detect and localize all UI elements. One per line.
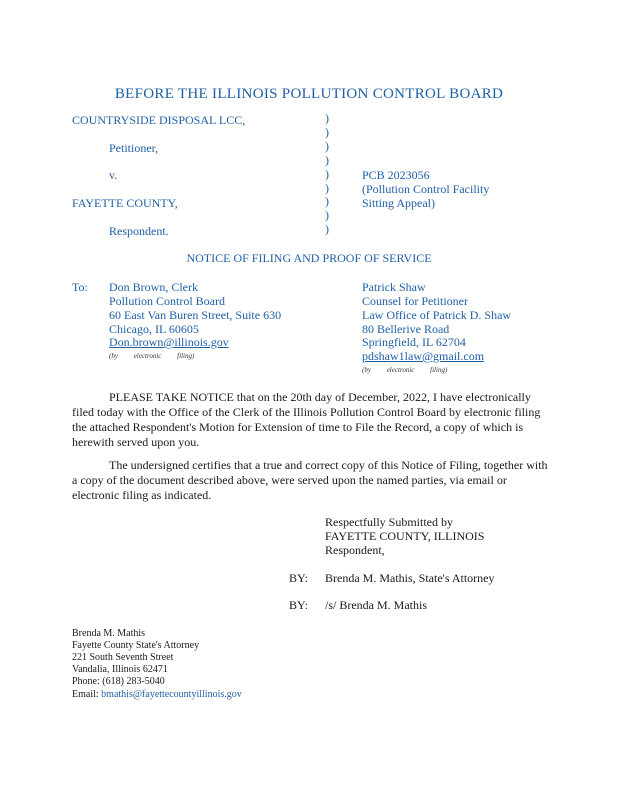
by-label: BY: (289, 571, 308, 585)
footer-name: Brenda M. Mathis (72, 628, 146, 639)
recipient-left-name: Don Brown, Clerk (109, 280, 198, 294)
paren: ) (325, 138, 329, 153)
recipient-right-email-link[interactable]: pdshaw1law@gmail.com (362, 349, 485, 363)
paren: ) (325, 222, 329, 237)
paren: ) (325, 208, 329, 223)
recipient-left-org: Pollution Control Board (109, 294, 226, 308)
recipient-right-title: Counsel for Petitioner (362, 294, 468, 308)
recipient-right-city: Springfield, IL 62704 (362, 335, 466, 349)
paren: ) (325, 180, 329, 195)
recipient-right-name: Patrick Shaw (362, 280, 426, 294)
electronic-signature: /s/ Brenda M. Mathis (325, 598, 427, 612)
footer-city: Vandalia, Illinois 62471 (72, 664, 168, 675)
signatory-name: Brenda M. Mathis, State's Attorney (325, 571, 495, 585)
recipient-right-method: (by electronic filing) (362, 366, 448, 374)
recipient-left-city: Chicago, IL 60605 (109, 322, 199, 336)
by-label: BY: (289, 598, 308, 612)
case-type-line-1: (Pollution Control Facility (362, 182, 490, 196)
paren: ) (325, 111, 329, 125)
footer-phone: Phone: (618) 283-5040 (72, 676, 165, 687)
footer-email-link[interactable]: bmathis@fayettecountyillinois.gov (101, 689, 242, 700)
certification-paragraph: The undersigned certifies that a true and correct copy of this Notice of Filing, together with a copy of the document described above, were served upon the named parties, via email or electronic filing as indicated. (72, 458, 548, 502)
to-label: To: (72, 280, 88, 294)
footer-email-label: Email: (72, 689, 99, 700)
case-number: PCB 2023056 (362, 168, 430, 182)
recipient-left-street: 60 East Van Buren Street, Suite 630 (109, 308, 282, 322)
petitioner-role: Petitioner, (109, 141, 159, 155)
respondent-role: Respondent. (109, 224, 169, 238)
footer-title: Fayette County State's Attorney (72, 640, 200, 651)
signature-line-3: Respondent, (325, 543, 385, 557)
recipient-right-street: 80 Bellerive Road (362, 322, 450, 336)
signature-line-1: Respectfully Submitted by (325, 515, 453, 529)
versus-label: v. (109, 168, 118, 182)
petitioner-name: COUNTRYSIDE DISPOSAL LCC, (72, 113, 246, 127)
footer-email-row (72, 689, 242, 701)
recipient-left-email-link[interactable]: Don.brown@illinois.gov (109, 335, 229, 349)
recipient-right-org: Law Office of Patrick D. Shaw (362, 308, 512, 322)
signature-line-2: FAYETTE COUNTY, ILLINOIS (325, 529, 485, 543)
document-heading: BEFORE THE ILLINOIS POLLUTION CONTROL BOARD (114, 86, 504, 102)
paren: ) (325, 124, 329, 139)
paren: ) (325, 166, 329, 181)
notice-paragraph: PLEASE TAKE NOTICE that on the 20th day of December, 2022, I have electronically filed today with the Office of the Clerk of the Illinois Pollution Control Board by electronic filing the attached Respondent's Motion for Extension of time to File the Record, a copy of which is herewith served upon you. (72, 390, 541, 449)
paren: ) (325, 194, 329, 209)
caption-divider (325, 112, 329, 237)
case-type-line-2: Sitting Appeal) (362, 196, 435, 210)
paren: ) (325, 152, 329, 167)
notice-title: NOTICE OF FILING AND PROOF OF SERVICE (186, 251, 432, 265)
recipient-left-method: (by electronic filing) (109, 352, 195, 360)
respondent-name: FAYETTE COUNTY, (72, 196, 178, 210)
footer-street: 221 South Seventh Street (72, 652, 174, 663)
